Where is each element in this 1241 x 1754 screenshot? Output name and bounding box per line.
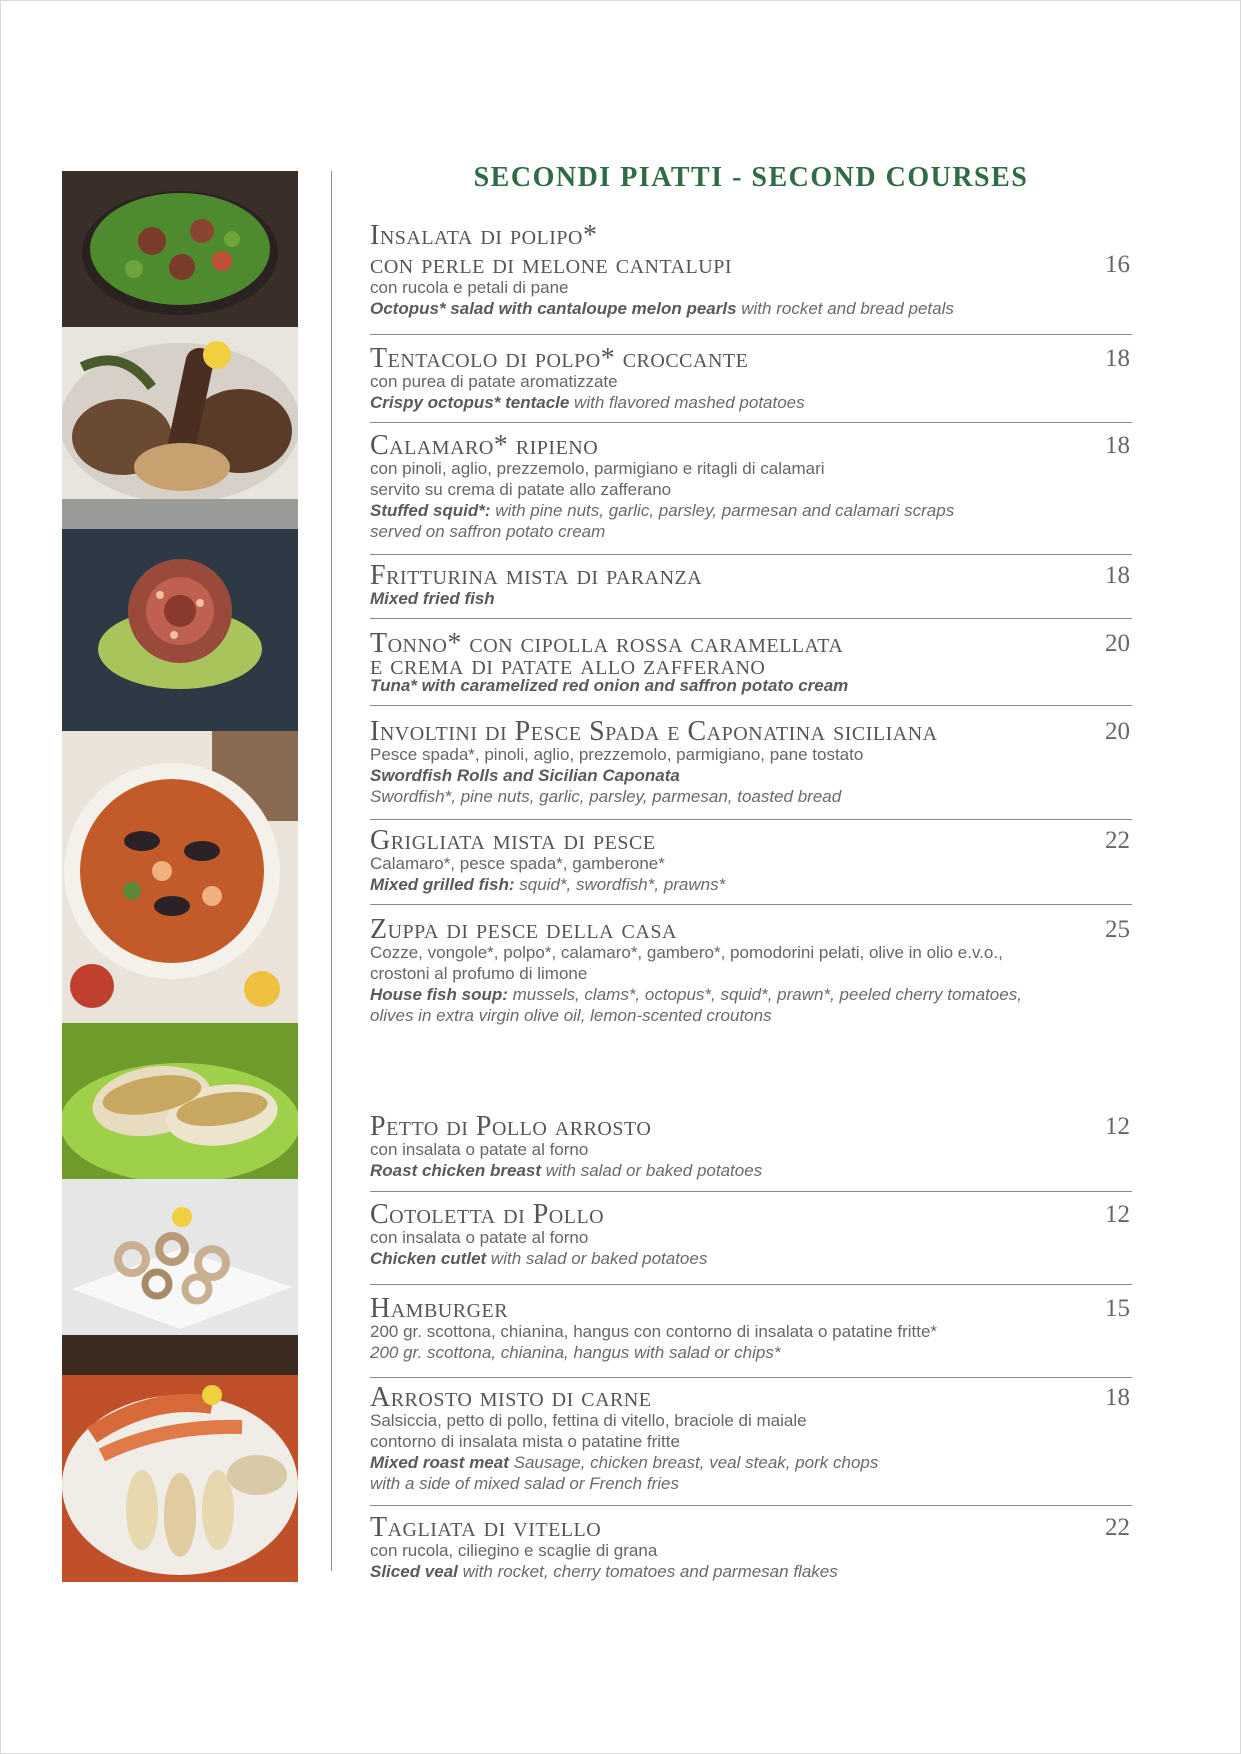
dish-description-en-text: with salad or baked potatoes	[541, 1161, 763, 1180]
fried-calamari-photo	[62, 1179, 298, 1335]
dish-price: 25	[1105, 916, 1130, 943]
dish-price: 18	[1105, 1384, 1130, 1411]
dish-description-it: con pinoli, aglio, prezzemolo, parmigiano e ritagli di calamari	[370, 459, 825, 478]
mixed-grill-meat-photo	[62, 327, 298, 499]
dish-description-en	[370, 500, 1132, 521]
grilled-seafood-platter-photo	[62, 1335, 298, 1582]
dish-price: 12	[1105, 1113, 1130, 1140]
menu-list	[370, 0, 1132, 1754]
menu-item	[370, 628, 1132, 706]
vertical-divider	[331, 171, 332, 1571]
dish-description-en: with a side of mixed salad or French fries	[370, 1474, 679, 1493]
dish-description-en	[370, 765, 1132, 786]
dish-description-en-text: squid*, swordfish*, prawns*	[514, 875, 726, 894]
dish-description-en: served on saffron potato cream	[370, 522, 606, 541]
dish-description-en	[370, 1452, 1132, 1473]
menu-item	[370, 1512, 1132, 1586]
dish-name-en: Roast chicken breast	[370, 1161, 542, 1180]
dish-price: 15	[1105, 1295, 1130, 1322]
dish-price: 22	[1105, 1514, 1130, 1541]
menu-item	[370, 914, 1132, 1028]
dish-name-continued: e crema di patate allo zafferano	[370, 650, 766, 681]
section-title: SECONDI PIATTI - SECOND COURSES	[473, 162, 1029, 193]
dish-name-continued: con perle di melone cantalupi	[370, 249, 732, 280]
dish-name: Tonno* con cipolla rossa caramellata	[370, 628, 844, 659]
menu-item	[370, 1111, 1132, 1192]
dish-name: Grigliata mista di pesce	[370, 825, 656, 856]
menu-item	[370, 222, 1132, 335]
dish-name: Fritturina mista di paranza	[370, 560, 703, 591]
grilled-octopus-photo	[62, 499, 298, 731]
dish-description-it: con purea di patate aromatizzate	[370, 372, 618, 391]
dish-description-en: Swordfish*, pine nuts, garlic, parsley, parmesan, toasted bread	[370, 787, 842, 806]
dish-description-en-text: Sausage, chicken breast, veal steak, pork chops	[508, 1453, 879, 1472]
menu-item	[370, 716, 1132, 820]
dish-description-en: olives in extra virgin olive oil, lemon-scented croutons	[370, 1006, 772, 1025]
dish-description-it: Calamaro*, pesce spada*, gamberone*	[370, 854, 665, 873]
dish-description-en	[370, 1248, 1132, 1269]
dish-price: 22	[1105, 827, 1130, 854]
dish-description-en	[370, 675, 1132, 696]
dish-description-en	[370, 984, 1132, 1005]
dish-description-it: con rucola, ciliegino e scaglie di grana	[370, 1541, 658, 1560]
dish-price: 16	[1105, 251, 1130, 278]
dish-name: Calamaro* ripieno	[370, 430, 599, 461]
dish-name-en: Sliced veal	[370, 1562, 458, 1581]
dish-name-en: Swordfish Rolls and Sicilian Caponata	[370, 766, 680, 785]
dish-name: Arrosto misto di carne	[370, 1382, 652, 1413]
dish-name-en: House fish soup:	[370, 985, 508, 1004]
dish-description-it: Pesce spada*, pinoli, aglio, prezzemolo, parmigiano, pane tostato	[370, 745, 864, 764]
dish-description-it: con insalata o patate al forno	[370, 1228, 589, 1247]
dish-price: 20	[1105, 718, 1130, 745]
dish-price: 18	[1105, 432, 1130, 459]
dish-name: Cotoletta di Pollo	[370, 1199, 605, 1230]
dish-description-it: crostoni al profumo di limone	[370, 964, 588, 983]
dish-description-en-text: with rocket, cherry tomatoes and parmesan flakes	[457, 1562, 838, 1581]
dish-name-en: Mixed fried fish	[370, 589, 495, 608]
dish-name: Zuppa di pesce della casa	[370, 914, 677, 945]
dish-name: Tagliata di vitello	[370, 1512, 602, 1543]
dish-description-en-text: with salad or baked potatoes	[486, 1249, 708, 1268]
photo-strip	[62, 171, 298, 1582]
menu-item	[370, 1293, 1132, 1378]
menu-item	[370, 343, 1132, 423]
dish-description-en	[370, 588, 1132, 609]
fish-soup-photo	[62, 731, 298, 1023]
dish-description-en-text: with rocket and bread petals	[736, 299, 954, 318]
dish-description-en-text: mussels, clams*, octopus*, squid*, prawn*, peeled cherry tomatoes,	[507, 985, 1022, 1004]
dish-name-en: Mixed grilled fish:	[370, 875, 515, 894]
dish-description-en-text: with flavored mashed potatoes	[569, 393, 805, 412]
dish-name-en: Octopus* salad with cantaloupe melon pearls	[370, 299, 737, 318]
dish-name: Hamburger	[370, 1293, 509, 1324]
dish-name-en: Tuna* with caramelized red onion and saffron potato cream	[370, 676, 849, 695]
dish-description-en	[370, 1160, 1132, 1181]
menu-item	[370, 560, 1132, 619]
dish-price: 20	[1105, 630, 1130, 657]
dish-description-it: con insalata o patate al forno	[370, 1140, 589, 1159]
dish-description-it: contorno di insalata mista o patatine fritte	[370, 1432, 680, 1451]
dish-description-it: servito su crema di patate allo zafferano	[370, 480, 672, 499]
dish-description-en	[370, 392, 1132, 413]
dish-name-en: Crispy octopus* tentacle	[370, 393, 570, 412]
stuffed-squid-photo	[62, 1023, 298, 1179]
dish-description-en	[370, 874, 1132, 895]
dish-name-en: Chicken cutlet	[370, 1249, 487, 1268]
octopus-salad-photo	[62, 171, 298, 327]
dish-name-en: Mixed roast meat	[370, 1453, 509, 1472]
dish-description-it: Cozze, vongole*, polpo*, calamaro*, gambero*, pomodorini pelati, olive in olio e.v.o.,	[370, 943, 1003, 962]
dish-name: Tentacolo di polpo* croccante	[370, 343, 749, 374]
dish-price: 18	[1105, 562, 1130, 589]
menu-item	[370, 1199, 1132, 1285]
dish-name: Involtini di Pesce Spada e Caponatina siciliana	[370, 716, 938, 747]
dish-name-en: Stuffed squid*:	[370, 501, 491, 520]
dish-price: 12	[1105, 1201, 1130, 1228]
menu-item	[370, 430, 1132, 555]
dish-description-it: Salsiccia, petto di pollo, fettina di vitello, braciole di maiale	[370, 1411, 807, 1430]
dish-name: Insalata di polipo*	[370, 220, 598, 251]
dish-description-en	[370, 298, 1132, 319]
dish-description-en-text: with pine nuts, garlic, parsley, parmesan and calamari scraps	[490, 501, 955, 520]
menu-item	[370, 825, 1132, 905]
dish-description-it: 200 gr. scottona, chianina, hangus con contorno di insalata o patatine fritte*	[370, 1322, 938, 1341]
dish-price: 18	[1105, 345, 1130, 372]
dish-description-en: 200 gr. scottona, chianina, hangus with salad or chips*	[370, 1343, 781, 1362]
dish-description-en	[370, 1561, 1132, 1582]
menu-item	[370, 1382, 1132, 1506]
dish-description-it: con rucola e petali di pane	[370, 278, 569, 297]
dish-name: Petto di Pollo arrosto	[370, 1111, 652, 1142]
